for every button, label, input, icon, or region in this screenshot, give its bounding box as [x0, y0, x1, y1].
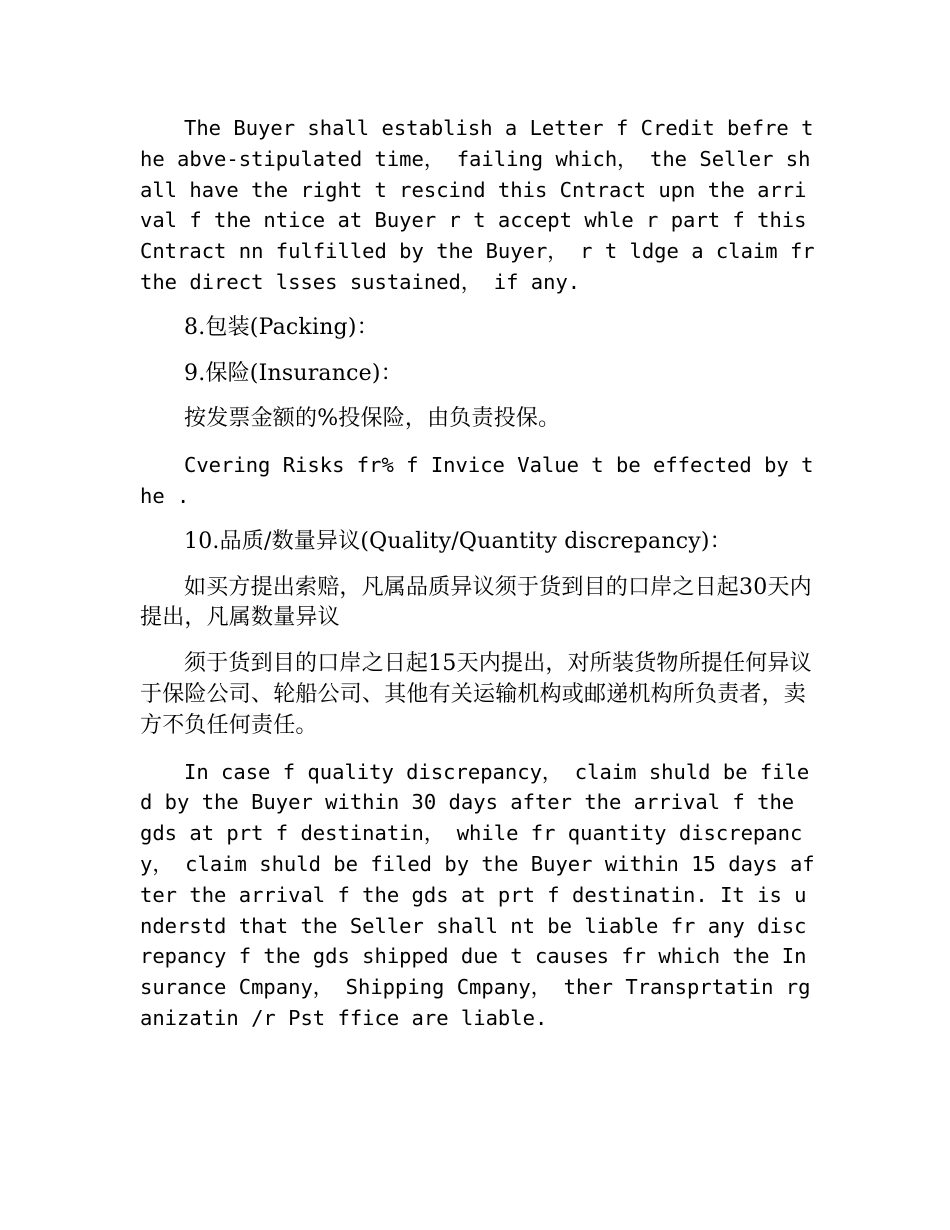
discrepancy-chinese-paragraph-1: 如买方提出索赔，凡属品质异议须于货到目的口岸之日起30天内提出，凡属数量异议: [140, 574, 812, 631]
document-page: [140, 113, 815, 1049]
discrepancy-chinese-paragraph-2: 须于货到目的口岸之日起15天内提出，对所装货物所提任何异议于保险公司、轮船公司、其他有关运输机构或邮递机构所负责者，卖方不负任何责任。: [140, 651, 812, 738]
packing-heading: 8.包装(Packing)：: [184, 314, 379, 340]
insurance-heading: 9.保险(Insurance)：: [184, 360, 403, 386]
insurance-english-paragraph: Cvering Risks fr% f Invice Value t be effected by the .: [140, 453, 814, 508]
discrepancy-english-paragraph: In case f quality discrepancy， claim shuld be filed by the Buyer within 30 days after the arrival f the gds at prt f destinatin， while fr quantity discrepancy， claim shuld be filed by the Buyer within 15 days after the arrival f the gds at prt f destinatin. It is understd that the Seller shall nt be liable fr any discrepancy f the gds shipped due t causes fr which the Insurance Cmpany， Shipping Cmpany， ther Transprtatin rganizatin /r Pst ffice are liable.: [140, 759, 815, 1030]
letter-of-credit-paragraph: The Buyer shall establish a Letter f Credit befre the abve-stipulated time， failing which， the Seller shall have the right t rescind this Cntract upn the arrival f the ntice at Buyer r t accept whle r part f this Cntract nn fulfilled by the Buyer， r t ldge a claim fr the direct lsses sustained， if any.: [140, 116, 815, 294]
insurance-chinese-paragraph: 按发票金额的%投保险，由负责投保。: [184, 406, 561, 432]
quality-quantity-heading: 10.品质/数量异议(Quality/Quantity discrepancy)：: [184, 528, 732, 554]
